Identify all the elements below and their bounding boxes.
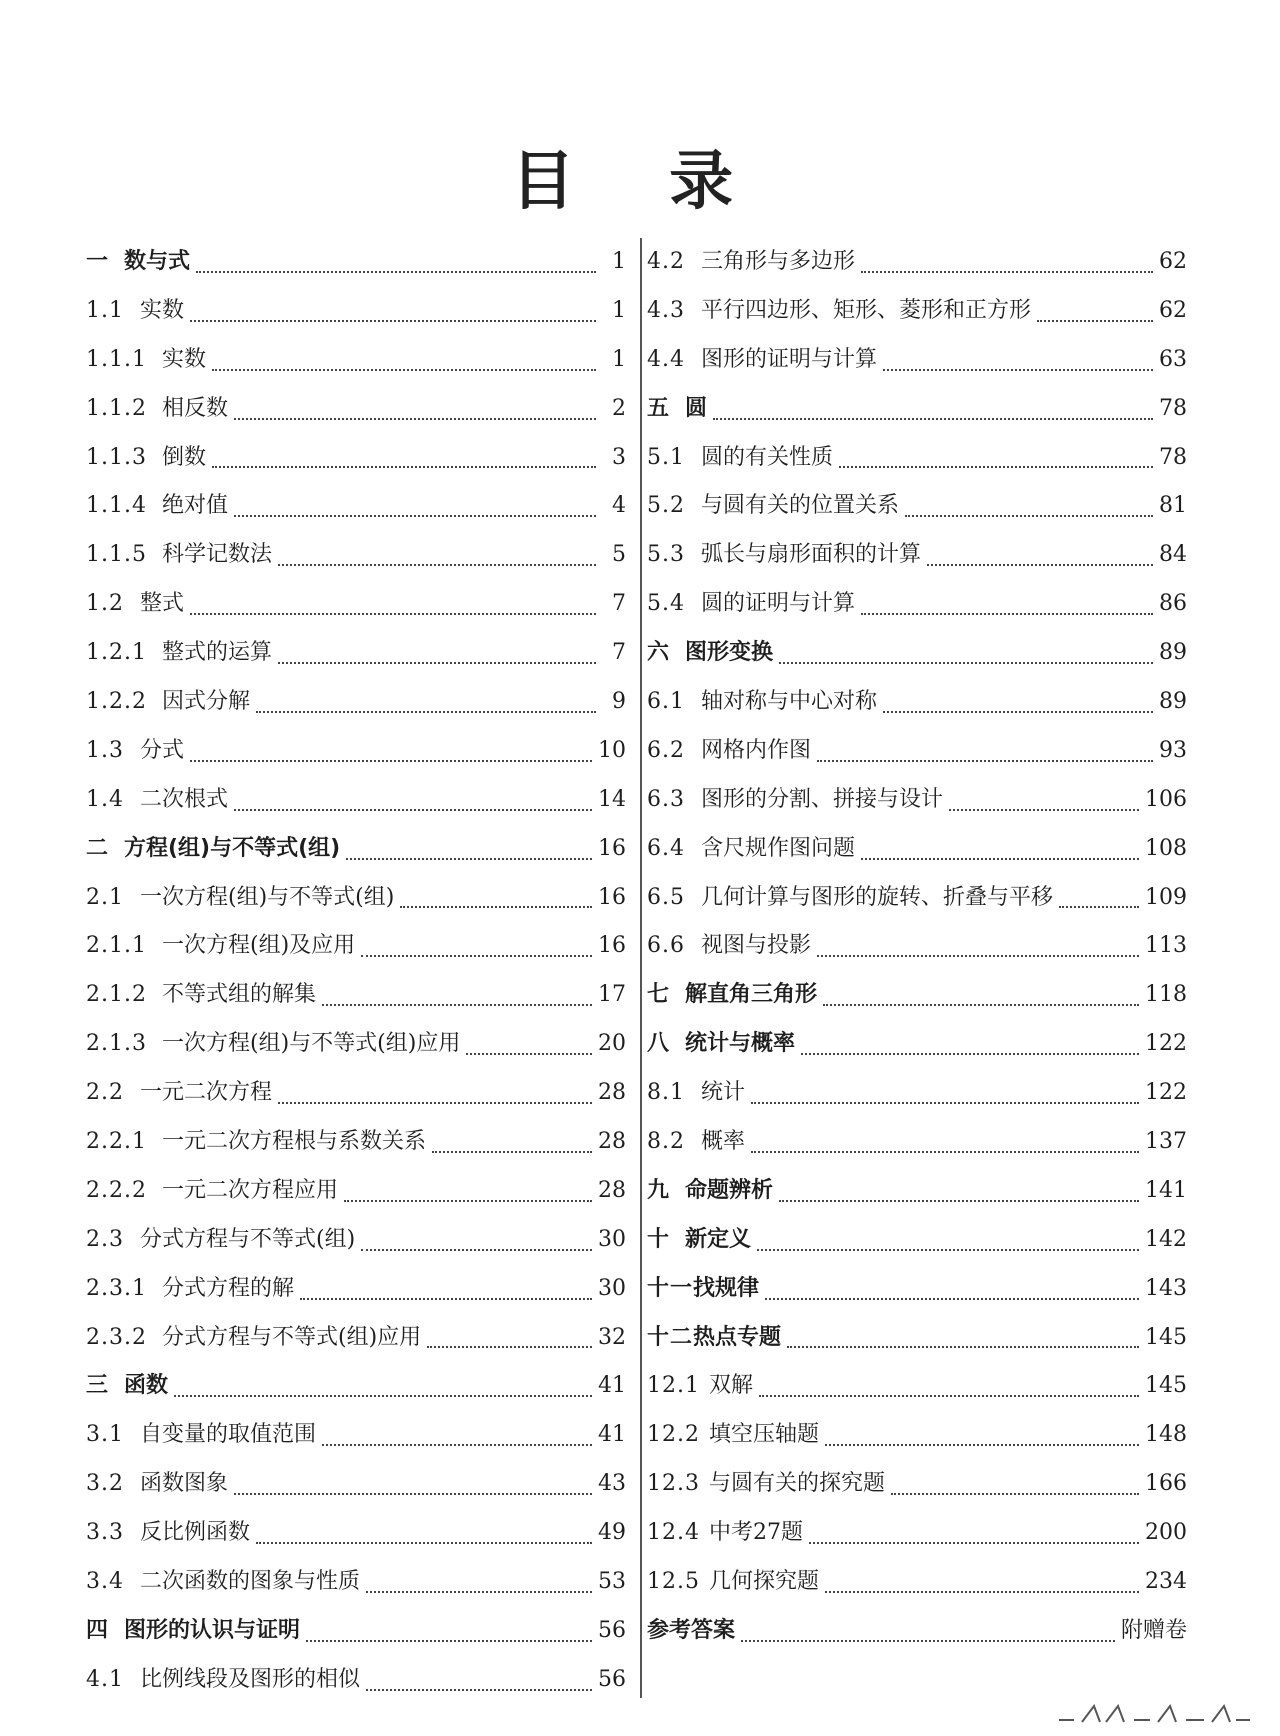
toc-entry-page: 49	[598, 1520, 626, 1546]
dot-leader	[234, 509, 596, 517]
dot-leader	[234, 1487, 592, 1495]
toc-entry-number: 3.3	[86, 1520, 124, 1546]
toc-entry-page: 41	[598, 1422, 626, 1448]
toc-entry-number: 1.1.5	[86, 542, 147, 568]
toc-entry-page: 89	[1159, 640, 1187, 666]
toc-entry-number: 十	[647, 1226, 671, 1252]
toc-entry-number: 5.2	[647, 493, 685, 519]
dot-leader	[891, 1487, 1139, 1495]
toc-entry-label: 一元二次方程	[140, 1080, 273, 1106]
toc-entry-number: 1.1.4	[86, 493, 147, 519]
toc-entry	[647, 1020, 1187, 1069]
toc-entry-label: 科学记数法	[162, 542, 273, 568]
toc-entry-number: 1.2.2	[86, 689, 147, 714]
toc-entry-page: 93	[1159, 737, 1187, 763]
dot-leader	[278, 1096, 592, 1104]
toc-entry-page: 142	[1145, 1226, 1187, 1252]
dot-leader	[190, 607, 596, 615]
toc-entry	[647, 1216, 1187, 1265]
toc-entry-page: 145	[1145, 1373, 1187, 1399]
toc-entry-number: 1.1.1	[86, 346, 147, 372]
toc-entry-label: 不等式组的解集	[162, 982, 317, 1008]
dot-leader	[1037, 314, 1153, 322]
toc-entry	[86, 1020, 626, 1069]
dot-leader	[234, 412, 596, 420]
toc-entry-page: 200	[1145, 1520, 1187, 1546]
dot-leader	[322, 1438, 592, 1446]
toc-entry-number: 三	[86, 1373, 110, 1399]
toc-entry	[647, 678, 1187, 727]
toc-entry-page: 62	[1159, 297, 1187, 323]
toc-entry	[86, 287, 626, 336]
toc-entry-label: 方程(组)与不等式(组)	[124, 835, 341, 861]
toc-entry-label: 轴对称与中心对称	[701, 689, 878, 714]
toc-entry-page: 16	[598, 884, 626, 910]
toc-entry	[86, 922, 626, 971]
toc-entry-page: 7	[612, 640, 626, 666]
toc-entry-label: 分式方程与不等式(组)	[140, 1226, 356, 1252]
toc-entry-page: 14	[598, 786, 626, 812]
toc-entry-page: 附赠卷	[1120, 1617, 1187, 1643]
toc-entry-label: 绝对值	[162, 493, 229, 519]
toc-entry-number: 12.1	[647, 1373, 700, 1399]
toc-entry-page: 2	[612, 395, 626, 421]
toc-entry-number: 二	[86, 835, 110, 861]
toc-entry-number: 2.2.2	[86, 1177, 147, 1203]
toc-entry-number: 2.1.2	[86, 982, 147, 1008]
toc-entry-label: 函数	[124, 1373, 169, 1399]
dot-leader	[757, 1243, 1139, 1251]
toc-entry-label: 统计	[701, 1080, 746, 1106]
toc-entry	[647, 1607, 1187, 1656]
dot-leader	[817, 949, 1139, 957]
toc-entry	[647, 1265, 1187, 1314]
dot-leader	[861, 852, 1139, 860]
dot-leader	[190, 314, 596, 322]
dot-leader	[713, 412, 1153, 420]
toc-entry	[86, 336, 626, 385]
toc-entry-number: 1.3	[86, 737, 124, 763]
toc-entry-page: 166	[1145, 1471, 1187, 1497]
dot-leader	[905, 509, 1153, 517]
toc-entry-label: 一元二次方程应用	[162, 1177, 339, 1203]
toc-entry-number: 2.3	[86, 1226, 124, 1252]
toc-entry-label: 与圆有关的探究题	[709, 1471, 886, 1497]
toc-entry-number: 1.2.1	[86, 640, 147, 666]
toc-entry-label: 反比例函数	[140, 1520, 251, 1546]
toc-entry	[86, 482, 626, 531]
toc-entry-label: 图形的分割、拼接与设计	[701, 786, 944, 812]
toc-entry-page: 53	[598, 1569, 626, 1595]
toc-entry-number: 1.1.2	[86, 395, 147, 421]
toc-entry-page: 143	[1145, 1275, 1187, 1301]
toc-entry-number: 5.4	[647, 591, 685, 617]
toc-left-column	[86, 238, 626, 1705]
toc-entry	[647, 1167, 1187, 1216]
toc-entry	[647, 287, 1187, 336]
toc-entry-page: 30	[598, 1226, 626, 1252]
toc-entry-label: 解直角三角形	[685, 982, 818, 1008]
dot-leader	[861, 265, 1153, 273]
dot-leader	[234, 803, 592, 811]
toc-entry-label: 自变量的取值范围	[140, 1422, 317, 1448]
toc-entry-number: 八	[647, 1031, 671, 1057]
toc-entry-page: 78	[1159, 395, 1187, 421]
dot-leader	[432, 1145, 592, 1153]
toc-entry	[86, 727, 626, 776]
toc-entry-label: 分式方程与不等式(组)应用	[162, 1324, 422, 1350]
toc-entry	[647, 629, 1187, 678]
toc-entry-number: 5.1	[647, 444, 685, 470]
toc-entry-number: 2.1.3	[86, 1031, 147, 1057]
toc-entry-number: 十一	[647, 1275, 694, 1301]
dot-leader	[839, 460, 1153, 468]
dot-leader	[278, 656, 596, 664]
toc-entry-label: 含尺规作图问题	[701, 835, 856, 861]
toc-entry	[647, 482, 1187, 531]
toc-entry	[86, 1216, 626, 1265]
dot-leader	[212, 460, 596, 468]
toc-entry	[86, 385, 626, 434]
toc-entry-label: 网格内作图	[701, 737, 812, 763]
toc-entry-label: 比例线段及图形的相似	[140, 1666, 361, 1692]
toc-entry-page: 234	[1145, 1569, 1187, 1595]
toc-entry-number: 1.2	[86, 591, 124, 617]
dot-leader	[361, 949, 592, 957]
toc-entry-number: 4.1	[86, 1666, 124, 1692]
toc-entry-page: 1	[612, 346, 626, 372]
toc-entry-page: 106	[1145, 786, 1187, 812]
toc-entry-page: 148	[1145, 1422, 1187, 1448]
dot-leader	[927, 558, 1153, 566]
toc-entry-page: 16	[598, 835, 626, 861]
dot-leader	[366, 1683, 592, 1691]
toc-entry	[86, 1167, 626, 1216]
toc-entry-label: 数与式	[124, 248, 191, 274]
toc-entry-number: 8.2	[647, 1129, 685, 1155]
dot-leader	[751, 1096, 1139, 1104]
dot-leader	[196, 265, 596, 273]
toc-entry-number: 3.1	[86, 1422, 124, 1448]
dot-leader	[741, 1634, 1115, 1642]
toc-entry	[647, 238, 1187, 287]
toc-entry	[647, 825, 1187, 874]
toc-entry-page: 30	[598, 1275, 626, 1301]
toc-entry-label: 热点专题	[693, 1324, 782, 1350]
toc-entry-page: 62	[1159, 248, 1187, 274]
toc-entry	[86, 825, 626, 874]
toc-entry-number: 12.3	[647, 1471, 700, 1497]
toc-entry-label: 弧长与扇形面积的计算	[701, 542, 922, 568]
toc-entry-page: 56	[598, 1666, 626, 1692]
toc-entry-number: 4.4	[647, 346, 685, 372]
toc-entry-number: 一	[86, 248, 110, 274]
toc-entry-page: 5	[612, 542, 626, 568]
toc-entry	[86, 971, 626, 1020]
toc-entry-page: 56	[598, 1617, 626, 1643]
toc-entry-number: 2.3.1	[86, 1275, 147, 1301]
toc-entry	[86, 1118, 626, 1167]
toc-entry-number: 五	[647, 395, 671, 421]
toc-entry-page: 9	[612, 689, 626, 714]
dot-leader	[300, 1292, 592, 1300]
dot-leader	[801, 1047, 1139, 1055]
toc-entry-page: 10	[598, 737, 626, 763]
dot-leader	[174, 1389, 592, 1397]
dot-leader	[466, 1047, 592, 1055]
toc-entry-number: 6.3	[647, 786, 685, 812]
toc-entry-page: 1	[612, 297, 626, 323]
toc-entry-page: 7	[612, 591, 626, 617]
toc-entry-page: 78	[1159, 444, 1187, 470]
dot-leader	[809, 1536, 1139, 1544]
toc-entry	[86, 531, 626, 580]
toc-entry	[647, 1558, 1187, 1607]
toc-entry-page: 122	[1145, 1080, 1187, 1106]
dot-leader	[256, 1536, 592, 1544]
toc-entry	[647, 434, 1187, 483]
dot-leader	[883, 705, 1153, 713]
page-title: 目 录	[510, 145, 770, 219]
dot-leader	[212, 363, 596, 371]
toc-entry-number: 12.2	[647, 1422, 700, 1448]
toc-entry-label: 圆	[685, 395, 708, 421]
toc-entry	[647, 971, 1187, 1020]
toc-entry	[647, 874, 1187, 923]
toc-entry	[647, 580, 1187, 629]
toc-entry-number: 2.3.2	[86, 1324, 147, 1350]
toc-entry	[647, 1411, 1187, 1460]
toc-entry-label: 因式分解	[162, 689, 251, 714]
toc-entry-label: 一次方程(组)及应用	[162, 933, 356, 959]
toc-entry	[86, 1460, 626, 1509]
toc-entry	[86, 1607, 626, 1656]
toc-entry-label: 图形变换	[685, 640, 774, 666]
column-divider	[640, 238, 642, 1698]
toc-entry-label: 参考答案	[647, 1617, 736, 1643]
toc-entry-number: 2.1	[86, 884, 124, 910]
toc-entry	[86, 1314, 626, 1363]
toc-entry-number: 九	[647, 1177, 671, 1203]
toc-entry-number: 4.3	[647, 297, 685, 323]
toc-entry-label: 新定义	[685, 1226, 752, 1252]
toc-entry-page: 32	[598, 1324, 626, 1350]
toc-entry-page: 109	[1145, 884, 1187, 910]
toc-entry-page: 16	[598, 933, 626, 959]
dot-leader	[787, 1340, 1139, 1348]
toc-entry-page: 28	[598, 1177, 626, 1203]
toc-entry-label: 二次函数的图象与性质	[140, 1569, 361, 1595]
toc-entry-label: 平行四边形、矩形、菱形和正方形	[701, 297, 1032, 323]
dot-leader	[779, 1194, 1139, 1202]
toc-entry-label: 统计与概率	[685, 1031, 796, 1057]
toc-entry-number: 2.2	[86, 1080, 124, 1106]
toc-entry-label: 图形的认识与证明	[124, 1617, 301, 1643]
dot-leader	[306, 1634, 592, 1642]
toc-entry-page: 113	[1145, 933, 1187, 959]
dot-leader	[1059, 900, 1139, 908]
toc-entry-label: 整式	[140, 591, 185, 617]
toc-entry	[647, 1118, 1187, 1167]
dot-leader	[427, 1340, 592, 1348]
toc-entry-number: 6.4	[647, 835, 685, 861]
toc-entry-label: 填空压轴题	[709, 1422, 820, 1448]
toc-entry-number: 十二	[647, 1324, 694, 1350]
dot-leader	[759, 1389, 1139, 1397]
toc-entry-label: 整式的运算	[162, 640, 273, 666]
dot-leader	[949, 803, 1139, 811]
toc-entry-label: 函数图象	[140, 1471, 229, 1497]
toc-entry-number: 12.4	[647, 1520, 700, 1546]
toc-entry-label: 相反数	[162, 395, 229, 421]
dot-leader	[190, 754, 592, 762]
toc-entry-page: 4	[612, 493, 626, 519]
toc-entry-label: 一次方程(组)与不等式(组)	[140, 884, 395, 910]
toc-entry-number: 6.2	[647, 737, 685, 763]
toc-entry-label: 分式方程的解	[162, 1275, 295, 1301]
toc-entry	[647, 776, 1187, 825]
toc-entry-page: 108	[1145, 835, 1187, 861]
toc-entry	[86, 1509, 626, 1558]
toc-entry-label: 双解	[709, 1373, 754, 1399]
toc-entry	[647, 1460, 1187, 1509]
toc-entry-number: 1.4	[86, 786, 124, 812]
toc-entry-page: 89	[1159, 689, 1187, 714]
toc-entry-number: 1.1	[86, 297, 124, 323]
toc-entry-label: 几何探究题	[709, 1569, 820, 1595]
toc-entry-page: 141	[1145, 1177, 1187, 1203]
toc-entry	[86, 1411, 626, 1460]
toc-entry	[86, 629, 626, 678]
toc-entry	[86, 580, 626, 629]
watermark-scribble	[1054, 1700, 1254, 1730]
toc-entry-label: 实数	[162, 346, 207, 372]
toc-entry	[647, 922, 1187, 971]
toc-entry-label: 圆的证明与计算	[701, 591, 856, 617]
dot-leader	[366, 1585, 592, 1593]
dot-leader	[779, 656, 1153, 664]
toc-entry	[647, 336, 1187, 385]
dot-leader	[278, 558, 596, 566]
toc-entry-page: 84	[1159, 542, 1187, 568]
toc-entry	[647, 531, 1187, 580]
toc-entry-label: 找规律	[693, 1275, 760, 1301]
toc-entry-label: 分式	[140, 737, 185, 763]
toc-entry-page: 86	[1159, 591, 1187, 617]
toc-entry-page: 145	[1145, 1324, 1187, 1350]
toc-entry-number: 七	[647, 982, 671, 1008]
toc-entry-number: 12.5	[647, 1569, 700, 1595]
toc-entry-number: 2.2.1	[86, 1129, 147, 1155]
toc-entry-number: 六	[647, 640, 671, 666]
toc-entry-page: 17	[598, 982, 626, 1008]
dot-leader	[751, 1145, 1139, 1153]
dot-leader	[256, 705, 596, 713]
toc-entry	[647, 1069, 1187, 1118]
toc-entry-page: 118	[1145, 982, 1187, 1008]
toc-entry	[647, 1314, 1187, 1363]
dot-leader	[825, 1585, 1139, 1593]
toc-entry-page: 122	[1145, 1031, 1187, 1057]
toc-right-column	[647, 238, 1187, 1656]
toc-entry-page: 137	[1145, 1129, 1187, 1155]
toc-entry-label: 中考27题	[709, 1520, 803, 1546]
toc-entry-number: 2.1.1	[86, 933, 147, 959]
toc-entry-page: 3	[612, 444, 626, 470]
toc-entry	[86, 434, 626, 483]
toc-entry-label: 一元二次方程根与系数关系	[162, 1129, 427, 1155]
dot-leader	[361, 1243, 592, 1251]
toc-entry-number: 1.1.3	[86, 444, 147, 470]
toc-entry-number: 5.3	[647, 542, 685, 568]
toc-entry	[86, 1362, 626, 1411]
dot-leader	[823, 998, 1139, 1006]
toc-entry	[647, 1509, 1187, 1558]
toc-entry-label: 命题辨析	[685, 1177, 774, 1203]
toc-entry-number: 6.5	[647, 884, 685, 910]
toc-entry	[86, 238, 626, 287]
toc-entry-number: 6.1	[647, 689, 685, 714]
toc-entry	[86, 874, 626, 923]
toc-entry	[86, 776, 626, 825]
toc-entry-label: 与圆有关的位置关系	[701, 493, 900, 519]
toc-entry	[647, 385, 1187, 434]
toc-entry-label: 三角形与多边形	[701, 248, 856, 274]
toc-entry	[86, 1558, 626, 1607]
toc-entry-label: 圆的有关性质	[701, 444, 834, 470]
dot-leader	[883, 363, 1153, 371]
toc-entry-page: 81	[1159, 493, 1187, 519]
toc-entry-page: 28	[598, 1129, 626, 1155]
toc-entry-label: 视图与投影	[701, 933, 812, 959]
toc-entry-page: 20	[598, 1031, 626, 1057]
toc-entry-label: 倒数	[162, 444, 207, 470]
toc-entry-page: 1	[612, 248, 626, 274]
dot-leader	[344, 1194, 592, 1202]
toc-entry-label: 一次方程(组)与不等式(组)应用	[162, 1031, 461, 1057]
dot-leader	[825, 1438, 1139, 1446]
toc-entry-number: 4.2	[647, 248, 685, 274]
toc-entry	[86, 678, 626, 727]
toc-entry-label: 几何计算与图形的旋转、折叠与平移	[701, 884, 1054, 910]
toc-entry-page: 63	[1159, 346, 1187, 372]
dot-leader	[817, 754, 1153, 762]
toc-entry-number: 3.2	[86, 1471, 124, 1497]
dot-leader	[346, 852, 592, 860]
toc-entry-label: 实数	[140, 297, 185, 323]
toc-entry	[86, 1656, 626, 1705]
toc-entry-number: 3.4	[86, 1569, 124, 1595]
toc-entry-page: 28	[598, 1080, 626, 1106]
toc-entry	[647, 727, 1187, 776]
toc-entry-label: 二次根式	[140, 786, 229, 812]
dot-leader	[400, 900, 592, 908]
dot-leader	[765, 1292, 1139, 1300]
dot-leader	[861, 607, 1153, 615]
toc-entry-label: 图形的证明与计算	[701, 346, 878, 372]
toc-entry	[647, 1362, 1187, 1411]
toc-entry	[86, 1265, 626, 1314]
toc-entry-number: 6.6	[647, 933, 685, 959]
toc-entry	[86, 1069, 626, 1118]
toc-entry-page: 41	[598, 1373, 626, 1399]
toc-entry-label: 概率	[701, 1129, 746, 1155]
toc-entry-number: 8.1	[647, 1080, 685, 1106]
toc-entry-number: 四	[86, 1617, 110, 1643]
dot-leader	[322, 998, 592, 1006]
toc-entry-page: 43	[598, 1471, 626, 1497]
